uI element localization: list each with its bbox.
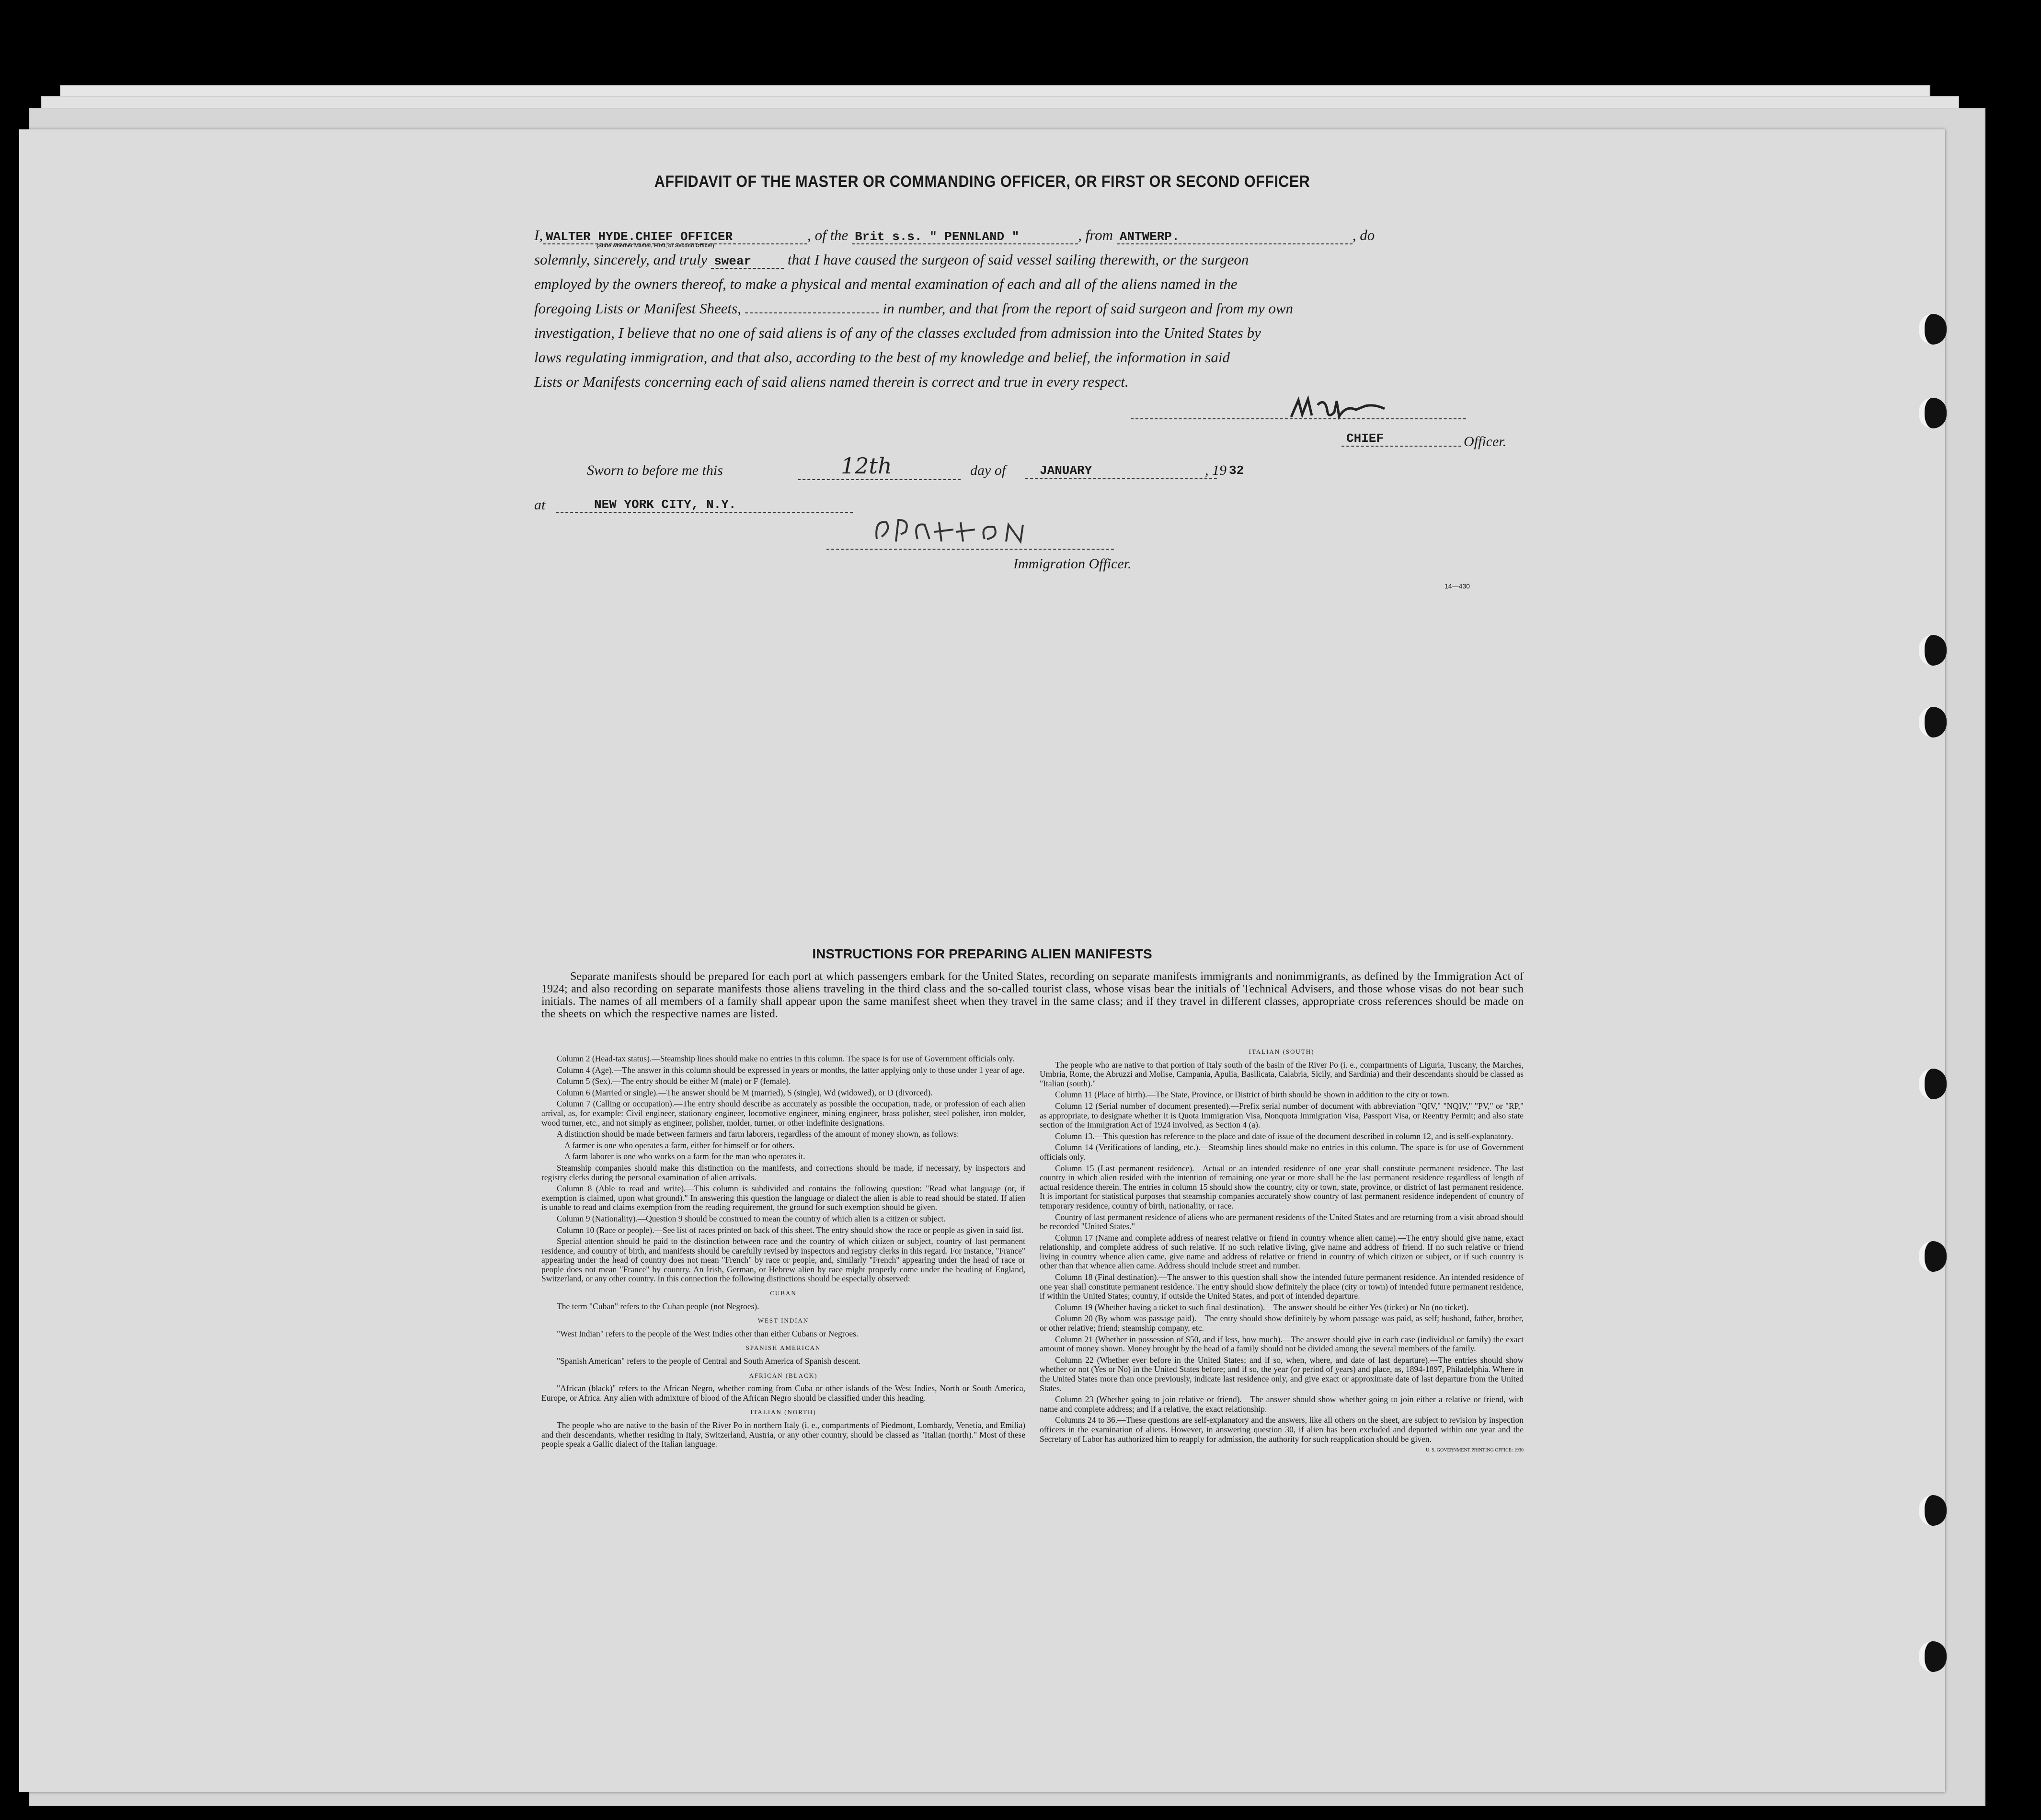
section-heading: ITALIAN (NORTH) bbox=[750, 1408, 816, 1416]
immigration-officer-signature bbox=[872, 515, 1044, 551]
instructions-right-column bbox=[1040, 1042, 1524, 1457]
binder-hole bbox=[1919, 1495, 1947, 1526]
paragraph: Column 17 (Name and complete address of nearest relative or friend in country whence alien came).—The entry should give name, exact relationship, and complete address of such relative. If no such relative living, give name and address of friend. If no such relative or friend living in country whence alien came, give name and address of relative or friend in country of which citizen or subject, or if such country is other than that whence alien came. Address should include street and number. bbox=[1040, 1233, 1524, 1271]
vessel-field: Brit s.s. " PENNLAND " bbox=[852, 230, 1078, 244]
paragraph: Column 18 (Final destination).—The answer to this question shall show the intended future permanent residence. An intended residence of one year shall constitute permanent residence. The entry should show definitely the place (city or town) of intended future permanent residence, if within the United States; country, if outside the United States, and port of intended departure. bbox=[1040, 1272, 1524, 1301]
text: in number, and that from the report of said surgeon and from my own bbox=[883, 300, 1294, 317]
text: , do bbox=[1352, 227, 1375, 243]
paragraph: Column 4 (Age).—The answer in this column should be expressed in years or months, the latter applying only to those under 1 year of age. bbox=[557, 1065, 1025, 1075]
binder-hole bbox=[1919, 707, 1947, 737]
paragraph: "West Indian" refers to the people of the West Indies other than either Cubans or Negroes. bbox=[557, 1328, 859, 1338]
paragraph: Column 21 (Whether in possession of $50, and if less, how much).—The answer should give in each case (individual or family) the exact amount of money shown. Money brought by the head of a family should not be divided among the several members of the family. bbox=[1040, 1334, 1524, 1354]
form-number: 14—430 bbox=[1445, 582, 1470, 590]
text: Lists or Manifests concerning each of said aliens named therein is correct and true in every respect. bbox=[534, 373, 1129, 390]
paragraph: A farmer is one who operates a farm, either for himself or for others. bbox=[564, 1140, 795, 1150]
officer-label: Officer. bbox=[1464, 434, 1507, 449]
paragraph: "African (black)" refers to the African Negro, whether coming from Cuba or other islands of the West Indies, North or South America, Europe, or Africa. Any alien with admixture of blood of the African Negro should be classified under this heading. bbox=[541, 1383, 1025, 1403]
instructions-left-column bbox=[541, 1054, 1025, 1451]
sworn-label: Sworn to before me this bbox=[587, 462, 723, 478]
binder-hole bbox=[1919, 398, 1947, 428]
section-heading: WEST INDIAN bbox=[757, 1317, 809, 1325]
officer-rank: CHIEF bbox=[1342, 431, 1461, 447]
text: , of the bbox=[807, 227, 849, 243]
signature-mark bbox=[872, 515, 1044, 549]
paragraph: Special attention should be paid to the distinction between race and the country of which citizen or subject, country of last permanent residence, and country of birth, and manifests should be carefully revised by inspectors and registry clerks in this regard. For instance, "France" appearing under the head of country does not mean "French" by race or people, and, similarly "French" appearing under the head of race or people does not mean "France" by country. An Irish, German, or Hebrew alien by race might properly come under the heading of England, Switzerland, or any other country. In this connection the following distinctions should be especially observed: bbox=[541, 1236, 1025, 1284]
section-heading: SPANISH AMERICAN bbox=[745, 1344, 821, 1352]
paragraph: The people who are native to the basin of the River Po in northern Italy (i. e., compartments of Piedmont, Lombardy, Venetia, and Emilia) and their descendants, whether residing in Italy, Switzerland, Austria, or any other country, should be classed as "Italian (north)." Most of these people speak a Gallic dialect of the Italian language. bbox=[541, 1420, 1025, 1449]
signature-mark bbox=[1289, 395, 1389, 424]
day-of-label: day of bbox=[970, 462, 1006, 478]
officer-signature bbox=[1289, 395, 1389, 426]
paragraph: Column 5 (Sex).—The entry should be either M (male) or F (female). bbox=[557, 1076, 791, 1086]
paragraph: Column 7 (Calling or occupation).—The entry should describe as accurately as possible the occupation, trade, or profession of each alien arrival, as, for example: Civil engineer, stationary engineer, locomotive engineer, mining engineer, brass polisher, steel polisher, iron molder, wood turner, etc., and not simply as engineer, polisher, molder, turner, or other indefinite designations. bbox=[541, 1099, 1025, 1128]
at-label: at bbox=[534, 497, 546, 513]
paragraph: The people who are native to that portion of Italy south of the basin of the River Po (i. e., compartments of Liguria, Tuscany, the Marches, Umbria, Rome, the Abruzzi and Molise, Campania, Apulia, Basilicata, Calabria, Sicily, and Sardinia) and their descendants should be classed as "Italian (south)." bbox=[1040, 1060, 1524, 1088]
paragraph: A farm laborer is one who works on a farm for the man who operates it. bbox=[564, 1152, 805, 1162]
paragraph: A distinction should be made between farmers and farm laborers, regardless of the amount of money shown, as follows: bbox=[557, 1129, 959, 1139]
year-prefix: , 19 bbox=[1205, 462, 1227, 478]
text: I, bbox=[534, 227, 543, 243]
paragraph: Column 9 (Nationality).—Question 9 should be construed to mean the country of which alien is a citizen or subject. bbox=[557, 1213, 946, 1223]
binder-hole bbox=[1919, 1641, 1947, 1672]
paragraph: Country of last permanent residence of aliens who are permanent residents of the United States and are returning from a visit abroad should be recorded "United States." bbox=[1040, 1212, 1524, 1232]
paragraph: Column 19 (Whether having a ticket to such final destination).—The answer should be either Yes (ticket) or No (no ticket). bbox=[1055, 1302, 1469, 1312]
paragraph: Column 23 (Whether going to join relative or friend).—The answer should show whether going to join either a relative or friend, with name and complete address; and if a relative, the exact relationship. bbox=[1040, 1394, 1524, 1414]
section-heading: ITALIAN (SOUTH) bbox=[1249, 1048, 1315, 1055]
text: employed by the owners thereof, to make a physical and mental examination of each and all of the aliens named in the bbox=[534, 276, 1238, 292]
paragraph: Column 13.—This question has reference to the place and date of issue of the document described in column 12, and is self-explanatory. bbox=[1055, 1131, 1514, 1141]
text: laws regulating immigration, and that also, according to the best of my knowledge and belief, the information in said bbox=[534, 349, 1230, 366]
officer-note: (State whether Master, First, or Second Officer) bbox=[596, 243, 714, 249]
day-line bbox=[798, 479, 961, 480]
port-field: ANTWERP. bbox=[1117, 230, 1353, 244]
officer-name-field: WALTER HYDE.CHIEF OFFICER bbox=[543, 230, 807, 244]
paragraph: Column 8 (Able to read and write).—This column is subdivided and contains the following question: "Read what language (or, if exemption is claimed, upon what ground)." In answering this question the language or dialect the alien is able to read should be stated. If alien is unable to read and claims exemption from the reading requirement, the ground for such exemption should be given. bbox=[541, 1184, 1025, 1212]
immigration-officer-line bbox=[826, 549, 1114, 550]
paragraph: Column 11 (Place of birth).—The State, Province, or District of birth should be shown in addition to the city or town. bbox=[1055, 1090, 1449, 1100]
text: investigation, I believe that no one of said aliens is of any of the classes excluded from admission into the United States by bbox=[534, 324, 1261, 341]
paragraph: The term "Cuban" refers to the Cuban people (not Negroes). bbox=[557, 1301, 759, 1311]
month-field: JANUARY bbox=[1025, 463, 1217, 479]
text: foregoing Lists or Manifest Sheets, bbox=[534, 300, 741, 317]
paragraph: Column 14 (Verifications of landing, etc.).—Steamship lines should make no entries in this column. The space is for use of Government officials only. bbox=[1040, 1142, 1524, 1162]
binder-hole bbox=[1919, 1069, 1947, 1099]
instructions-intro: Separate manifests should be prepared for each port at which passengers embark for the United States, recording on separate manifests immigrants and nonimmigrants, as defined by the Immigration Act of 1924; and also recording on separate manifests those aliens traveling in the third class and the so-called tourist class, whose visas bear the initials of Technical Advisers, and those whose visas do not bear such initials. The names of all members of a family shall appear upon the same manifest sheet when they travel in the same class; and if they travel in different classes, appropriate cross references should be made on the sheets on which the respective names are listed. bbox=[541, 970, 1524, 1020]
instructions-title: INSTRUCTIONS FOR PREPARING ALIEN MANIFESTS bbox=[812, 946, 1152, 961]
section-heading: CUBAN bbox=[770, 1290, 797, 1297]
count-field bbox=[745, 301, 879, 313]
paragraph: Column 10 (Race or people).—See list of races printed on back of this sheet. The entry should show the race or people as given in said list. bbox=[557, 1225, 1024, 1235]
place-field: NEW YORK CITY, N.Y. bbox=[556, 497, 853, 513]
immigration-officer-label: Immigration Officer. bbox=[1013, 556, 1132, 572]
printer-imprint: U. S. GOVERNMENT PRINTING OFFICE: 1930 bbox=[1426, 1448, 1524, 1453]
year-field: 32 bbox=[1229, 463, 1244, 478]
day-field: 12th bbox=[841, 453, 892, 479]
paragraph: "Spanish American" refers to the people of Central and South America of Spanish descent. bbox=[557, 1356, 861, 1366]
paragraph: Columns 24 to 36.—These questions are self-explanatory and the answers, like all others on the sheet, are subject to revision by inspection officers in the examination of aliens. However, in answering question 30, if alien has been excluded and deported within one year and the Secretary of Labor has authorized him to reapply for admission, the authority for such reapplication should be given. bbox=[1040, 1415, 1524, 1444]
officer-signature-line bbox=[1131, 418, 1466, 419]
binder-hole bbox=[1919, 1241, 1947, 1272]
oath-field: swear bbox=[711, 254, 784, 269]
paragraph: Steamship companies should make this distinction on the manifests, and corrections should be made, if necessary, by inspectors and registry clerks during the personal examination of alien arrivals. bbox=[541, 1163, 1025, 1182]
paragraph: Column 6 (Married or single).—The answer should be M (married), S (single), Wd (widowed), or D (divorced). bbox=[557, 1087, 933, 1097]
section-heading: AFRICAN (BLACK) bbox=[749, 1371, 818, 1379]
text: solemnly, sincerely, and truly bbox=[534, 251, 708, 268]
paragraph: Column 2 (Head-tax status).—Steamship lines should make no entries in this column. The space is for use of Government officials only. bbox=[557, 1054, 1015, 1063]
binder-hole bbox=[1919, 635, 1947, 666]
paragraph: Column 15 (Last permanent residence).—Actual or an intended residence of one year shall constitute permanent residence. The last country in which alien resided with the intention of remaining one year or more shall be the last permanent residence regardless of length of actual residence therein. The entries in column 15 should show the country, city or town, state, province, or district of last permanent residence. It is important for statistical purposes that steamship companies accurately show country of last permanent residence independent of country of temporary residence, country of birth, nationality, or race. bbox=[1040, 1163, 1524, 1210]
paragraph: Column 22 (Whether ever before in the United States; and if so, when, where, and date of last departure).—The entries should show whether or not (Yes or No) in the United States before; and if so, the year (or period of years) and place, as, 1894-1897, Philadelphia. Where in the United States more than once previously, indicate last residence only, and give exact or approximate date of last departure from the United States. bbox=[1040, 1355, 1524, 1393]
paragraph: Column 20 (By whom was passage paid).—The entry should show definitely by whom passage was paid, as self; husband, father, brother, or other relative; friend; steamship company, etc. bbox=[1040, 1313, 1524, 1333]
binder-hole bbox=[1919, 314, 1947, 345]
affidavit-title: AFFIDAVIT OF THE MASTER OR COMMANDING OFFICER, OR FIRST OR SECOND OFFICER bbox=[654, 173, 1310, 191]
text: that I have caused the surgeon of said vessel sailing therewith, or the surgeon bbox=[787, 251, 1249, 268]
paragraph: Column 12 (Serial number of document presented).—Prefix serial number of document with abbreviation "QIV," "NQIV," "PV," or "RP," as appropriate, to designate whether it is Quota Immigration Visa, Nonquota Immigration Visa, Passport Visa, or Reentry Permit; and also state section of the Immigration Act of 1924 involved, as Section 4 (a). bbox=[1040, 1101, 1524, 1130]
affidavit-page bbox=[19, 129, 1945, 1792]
text: , from bbox=[1078, 227, 1113, 243]
